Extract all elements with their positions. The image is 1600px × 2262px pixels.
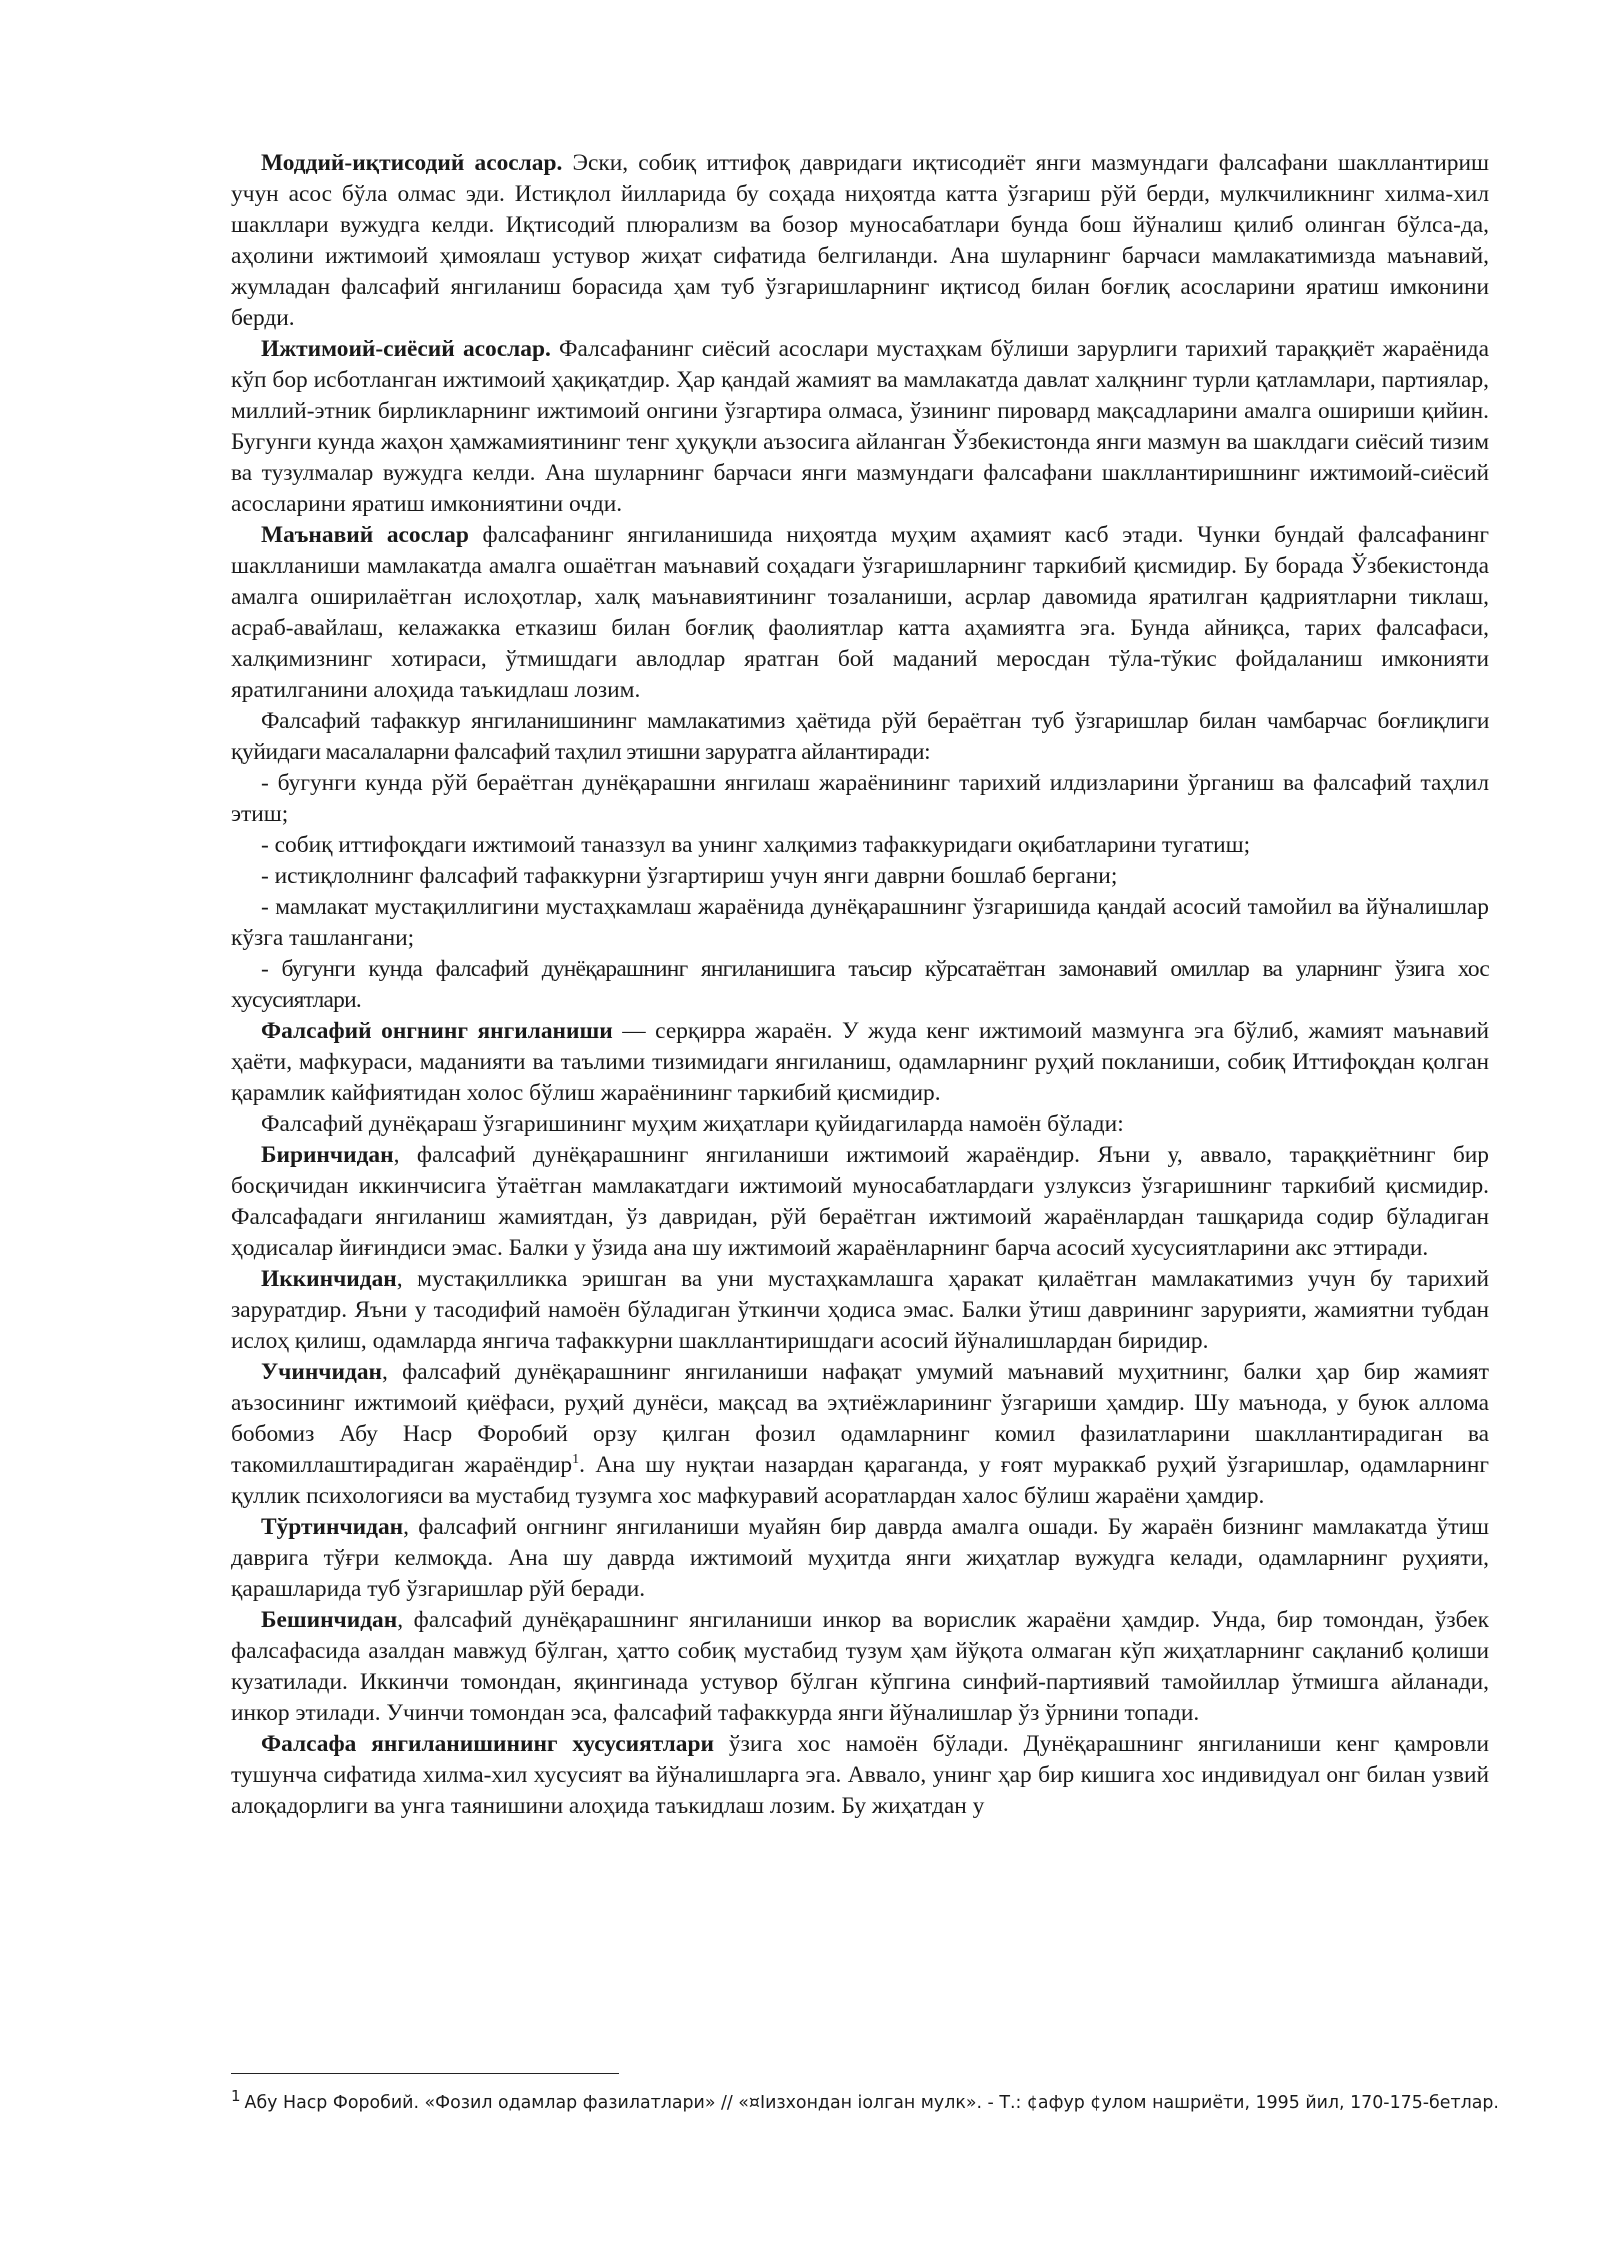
paragraph — [231, 1016, 1489, 1109]
paragraph-heading: Фалсафий онгнинг янгиланиши — [261, 1018, 613, 1044]
paragraph-text: - собиқ иттифоқдаги ижтимоий таназзул ва унинг халқимиз тафаккуридаги оқибатларини тугатиш; — [261, 832, 1251, 858]
paragraph — [231, 1140, 1489, 1264]
paragraph-text-tail: . Ана шу нуқтаи назардан қараганда, у ғоят мураккаб руҳий ўзгаришлар, одамларнинг қуллик психологияси ва мустабид тузумга хос мафкуравий асоратлардан халос бўлиш жараёни ҳамдир. — [231, 1452, 1489, 1509]
paragraph — [231, 1605, 1489, 1729]
paragraph-text: ўзига хос намоён бўлади. Дунёқарашнинг янгиланиши кенг қамровли тушунча сифатида хилма-хил хусусият ва йўналишларга эга. Аввало, унинг ҳар бир кишига хос индивидуал онг билан узвий алоқадорлиги ва унга таянишини алоҳида таъкидлаш лозим. Бу жиҳатдан у — [231, 1731, 1489, 1819]
paragraph-text: Фалсафий дунёқараш ўзгаришининг муҳим жиҳатлари қуйидагиларда намоён бўлади: — [261, 1111, 1124, 1137]
paragraph-heading: Биринчидан — [261, 1142, 394, 1168]
paragraph-text: — серқирра жараён. У жуда кенг ижтимоий мазмунга эга бўлиб, жамият маънавий ҳаёти, мафкураси, маданияти ва таълими тизимидаги янгиланиш, одамларнинг руҳий покланиши, собиқ Иттифоқдан қолган қарамлик кайфиятидан холос бўлиш жараёнининг таркибий қисмидир. — [231, 1018, 1489, 1106]
paragraph-text: - мамлакат мустақиллигини мустаҳкамлаш жараёнида дунёқарашнинг ўзгаришида қандай асосий тамойил ва йўналишлар кўзга ташлангани; — [231, 894, 1489, 951]
paragraph — [231, 954, 1489, 1016]
paragraph-text: , фалсафий дунёқарашнинг янгиланиши инкор ва ворислик жараёни ҳамдир. Унда, бир томондан, ўзбек фалсафасида азалдан мавжуд бўлган, ҳатто собиқ мустабид тузум ҳам йўқота олмаган кўп жиҳатларнинг сақланиб қолиши кузатилади. Иккинчи томондан, яқингинада устувор бўлган кўпгина синфий-партиявий тамойиллар ўтмишга айланади, инкор этилади. Учинчи томондан эса, фалсафий тафаккурда янги йўналишлар ўз ўрнини топади. — [231, 1607, 1489, 1726]
paragraph — [231, 706, 1489, 768]
paragraph-heading: Моддий-иқтисодий асослар. — [261, 150, 563, 176]
footnote-reference[interactable]: 1 — [572, 1452, 580, 1468]
paragraph — [231, 1109, 1489, 1140]
footnote — [231, 2087, 1531, 2116]
paragraph — [231, 1512, 1489, 1605]
paragraph-text: , фалсафий дунёқарашнинг янгиланиши нафақат умумий маънавий муҳитнинг, балки ҳар бир жамият аъзосининг ижтимоий қиёфаси, руҳий дунёси, мақсад ва эҳтиёжларининг ўзгариши ҳамдир. Шу маънода, у буюк аллома бобомиз Абу Наср Форобий орзу қилган фозил одамларнинг комил фазилатларини шакллантирадиган ва такомиллаштирадиган жараёндир — [231, 1359, 1489, 1478]
paragraph-text: - бугунги кунда фалсафий дунёқарашнинг янгиланишига таъсир кўрсатаётган замонавий омиллар ва уларнинг ўзига хос хусусиятлари. — [231, 956, 1489, 1013]
footnote-mark: 1 — [231, 2087, 241, 2106]
paragraph-heading: Тўртинчидан — [261, 1514, 404, 1540]
paragraph — [231, 861, 1489, 892]
paragraph — [231, 334, 1489, 520]
paragraph-heading: Маънавий асослар — [261, 522, 469, 548]
paragraph-text: - истиқлолнинг фалсафий тафаккурни ўзгартириш учун янги даврни бошлаб бергани; — [261, 863, 1118, 889]
paragraph — [231, 1357, 1489, 1512]
paragraph-text: Эски, собиқ иттифоқ давридаги иқтисодиёт янги мазмундаги фалсафани шакллантириш учун асос бўла олмас эди. Истиқлол йилларида бу соҳада ниҳоятда катта ўзгариш рўй берди, мулкчиликнинг хилма-хил шакллари вужудга келди. Иқтисодий плюрализм ва бозор муносабатлари бунда бош йўналиш қилиб олинган бўлса-да, аҳолини ижтимоий ҳимоялаш устувор жиҳат сифатида белгиланди. Ана шуларнинг барчаси мамлакатимизда маънавий, жумладан фалсафий янгиланиш борасида ҳам туб ўзгаришларнинг иқтисод билан боғлиқ асосларини яратиш имконини берди. — [231, 150, 1489, 331]
paragraph-heading: Иккинчидан — [261, 1266, 397, 1292]
document-body — [231, 148, 1489, 1822]
paragraph-text: , фалсафий дунёқарашнинг янгиланиши ижтимоий жараёндир. Яъни у, аввало, тараққиётнинг бир босқичидан иккинчисига ўтаётган мамлакатдаги ижтимоий муносабатлардаги узлуксиз ўзгаришнинг таркибий қисмидир. Фалсафадаги янгиланиш жамиятдан, ўз давридан, рўй бераётган ижтимоий жараёнлардан ташқарида содир бўладиган ҳодисалар йиғиндиси эмас. Балки у ўзида ана шу ижтимоий жараёнларнинг барча асосий хусусиятларини акс эттиради. — [231, 1142, 1489, 1261]
paragraph-text: фалсафанинг янгиланишида ниҳоятда муҳим аҳамият касб этади. Чунки бундай фалсафанинг шаклланиши мамлакатда амалга ошаётган маънавий соҳадаги ўзгаришларнинг таркибий қисмидир. Бу борада Ўзбекистонда амалга оширилаётган ислоҳотлар, халқ маънавиятининг тозаланиши, асрлар давомида яратилган қадриятларни тиклаш, асраб-авайлаш, келажакка етказиш билан боғлиқ фаолиятлар катта аҳамиятга эга. Бунда айниқса, тарих фалсафаси, халқимизнинг хотираси, ўтмишдаги авлодлар яратган бой маданий мероcдан тўла-тўкис фойдаланиш имконияти яратилганини алоҳида таъкидлаш лозим. — [231, 522, 1489, 703]
paragraph — [231, 520, 1489, 706]
paragraph-text: Фалсафанинг сиёсий асослари мустаҳкам бўлиши зарурлиги тарихий тараққиёт жараёнида кўп бор исботланган ижтимоий ҳақиқатдир. Ҳар қандай жамият ва мамлакатда давлат халқнинг турли қатламлари, партиялар, миллий-этник бирликларнинг ижтимоий онгини ўзгартира олмаса, ўзининг пировард мақсадларини амалга ошириши қийин. Бугунги кунда жаҳон ҳамжамиятининг тенг ҳуқуқли аъзосига айланган Ўзбекистонда янги мазмун ва шаклдаги сиёсий тизим ва тузулмалар вужудга келди. Ана шуларнинг барчаси янги мазмундаги фалсафани шакллантиришнинг ижтимоий-сиёсий асосларини яратиш имкониятини очди. — [231, 336, 1489, 517]
paragraph-text: , мустақилликка эришган ва уни мустаҳкамлашга ҳаракат қилаётган мамлакатимиз учун бу тарихий заруратдир. Яъни у тасодифий намоён бўладиган ўткинчи ҳодиса эмас. Балки ўтиш даврининг зарурияти, жамиятни тубдан ислоҳ қилиш, одамларда янгича тафаккурни шакллантиришдаги асосий йўналишлардан биридир. — [231, 1266, 1489, 1354]
footnote-text: Абу Наср Форобий. «Фозил одамлар фазилатлари» // «¤Iизхондан iолган мулк». - Т.: ¢афур ¢улом нашриёти, 1995 йил, 170-175-бетлар. — [244, 2093, 1499, 2113]
paragraph — [231, 1264, 1489, 1357]
paragraph-text: Фалсафий тафаккур янгиланишининг мамлакатимиз ҳаётида рўй бераётган туб ўзгаришлар билан чамбарчас боғлиқлиги қуйидаги масалаларни фалсафий таҳлил этишни заруратга айлантиради: — [231, 708, 1489, 765]
paragraph — [231, 148, 1489, 334]
paragraph-text: - бугунги кунда рўй бераётган дунёқарашни янгилаш жараёнининг тарихий илдизларини ўрганиш ва фалсафий таҳлил этиш; — [231, 770, 1489, 827]
footnote-divider — [231, 2073, 619, 2074]
paragraph — [231, 830, 1489, 861]
paragraph — [231, 1729, 1489, 1822]
paragraph — [231, 892, 1489, 954]
paragraph-heading: Ижтимоий-сиёсий асослар. — [261, 336, 551, 362]
paragraph-heading: Учинчидан — [261, 1359, 382, 1385]
paragraph-heading: Фалсафа янгиланишининг хусусиятлари — [261, 1731, 714, 1757]
paragraph-text: , фалсафий онгнинг янгиланиши муайян бир даврда амалга ошади. Бу жараён бизнинг мамлакатда ўтиш даврига тўғри келмоқда. Ана шу даврда ижтимоий муҳитда янги жиҳатлар вужудга келади, одамларнинг руҳияти, қарашларида туб ўзгаришлар рўй беради. — [231, 1514, 1489, 1602]
paragraph-heading: Бешинчидан — [261, 1607, 398, 1633]
paragraph — [231, 768, 1489, 830]
